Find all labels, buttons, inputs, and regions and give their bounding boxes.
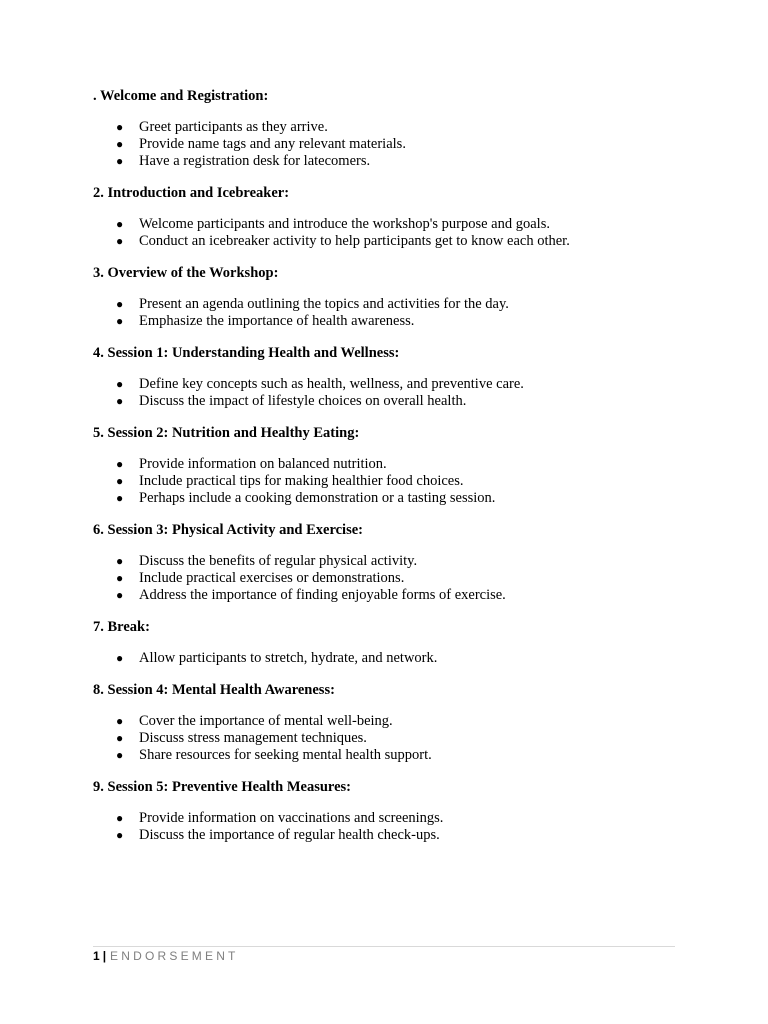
bullet-dot-icon: ●: [116, 377, 124, 391]
bullet-dot-icon: ●: [116, 588, 124, 602]
bullet-dot-icon: ●: [116, 828, 124, 842]
list-item-text: Allow participants to stretch, hydrate, and network.: [139, 650, 438, 666]
list-item: [93, 570, 693, 587]
bullet-dot-icon: ●: [116, 731, 124, 745]
list-item-text: Emphasize the importance of health awareness.: [139, 313, 415, 329]
list-item-text: Conduct an icebreaker activity to help participants get to know each other.: [139, 233, 570, 249]
list-item: [93, 587, 693, 604]
list-item-text: Present an agenda outlining the topics and activities for the day.: [139, 296, 509, 312]
footer-separator: |: [102, 949, 107, 963]
list-item-text: Discuss the importance of regular health check-ups.: [139, 827, 440, 843]
list-item: [93, 216, 693, 233]
section-heading: 9. Session 5: Preventive Health Measures:: [93, 779, 352, 795]
list-item: [93, 810, 693, 827]
list-item-text: Define key concepts such as health, wellness, and preventive care.: [139, 376, 524, 392]
bullet-dot-icon: ●: [116, 120, 124, 134]
bullet-dot-icon: ●: [116, 651, 124, 665]
footer-page-number: 1: [93, 949, 100, 963]
section-heading: . Welcome and Registration:: [93, 88, 269, 104]
list-item-text: Welcome participants and introduce the workshop's purpose and goals.: [139, 216, 550, 232]
bullet-dot-icon: ●: [116, 297, 124, 311]
list-item: [93, 650, 693, 667]
bullet-list: [93, 713, 693, 764]
bullet-list: [93, 216, 693, 250]
list-item: [93, 153, 693, 170]
section-heading: 7. Break:: [93, 619, 150, 635]
list-item: [93, 119, 693, 136]
bullet-dot-icon: ●: [116, 314, 124, 328]
section-heading: 2. Introduction and Icebreaker:: [93, 185, 290, 201]
bullet-list: [93, 456, 693, 507]
bullet-dot-icon: ●: [116, 394, 124, 408]
list-item: [93, 730, 693, 747]
list-item: [93, 827, 693, 844]
list-item: [93, 313, 693, 330]
list-item-text: Perhaps include a cooking demonstration or a tasting session.: [139, 490, 496, 506]
list-item-text: Provide information on balanced nutrition.: [139, 456, 387, 472]
list-item-text: Include practical tips for making healthier food choices.: [139, 473, 464, 489]
list-item-text: Provide name tags and any relevant materials.: [139, 136, 406, 152]
section-heading: 3. Overview of the Workshop:: [93, 265, 279, 281]
bullet-dot-icon: ●: [116, 491, 124, 505]
bullet-dot-icon: ●: [116, 811, 124, 825]
bullet-dot-icon: ●: [116, 571, 124, 585]
list-item: [93, 473, 693, 490]
list-item: [93, 233, 693, 250]
bullet-dot-icon: ●: [116, 748, 124, 762]
bullet-dot-icon: ●: [116, 714, 124, 728]
list-item: [93, 456, 693, 473]
bullet-list: [93, 296, 693, 330]
bullet-list: [93, 553, 693, 604]
bullet-dot-icon: ●: [116, 217, 124, 231]
footer-label: ENDORSEMENT: [110, 949, 239, 963]
list-item-text: Address the importance of finding enjoyable forms of exercise.: [139, 587, 506, 603]
list-item-text: Discuss stress management techniques.: [139, 730, 367, 746]
list-item: [93, 136, 693, 153]
bullet-list: [93, 650, 693, 667]
bullet-dot-icon: ●: [116, 554, 124, 568]
section-heading: 8. Session 4: Mental Health Awareness:: [93, 682, 335, 698]
list-item-text: Cover the importance of mental well-being.: [139, 713, 393, 729]
bullet-dot-icon: ●: [116, 234, 124, 248]
list-item: [93, 376, 693, 393]
bullet-dot-icon: ●: [116, 154, 124, 168]
list-item: [93, 296, 693, 313]
list-item: [93, 393, 693, 410]
document-body: [93, 86, 693, 857]
list-item-text: Greet participants as they arrive.: [139, 119, 328, 135]
footer-divider: [93, 946, 675, 947]
section-heading: 4. Session 1: Understanding Health and Wellness:: [93, 345, 400, 361]
bullet-list: [93, 810, 693, 844]
list-item-text: Share resources for seeking mental health support.: [139, 747, 432, 763]
page-footer: [93, 949, 239, 963]
list-item: [93, 490, 693, 507]
list-item: [93, 747, 693, 764]
bullet-dot-icon: ●: [116, 137, 124, 151]
bullet-dot-icon: ●: [116, 474, 124, 488]
list-item-text: Have a registration desk for latecomers.: [139, 153, 371, 169]
list-item-text: Discuss the benefits of regular physical activity.: [139, 553, 418, 569]
bullet-list: [93, 376, 693, 410]
list-item: [93, 713, 693, 730]
list-item-text: Discuss the impact of lifestyle choices on overall health.: [139, 393, 467, 409]
list-item-text: Provide information on vaccinations and screenings.: [139, 810, 444, 826]
list-item: [93, 553, 693, 570]
bullet-dot-icon: ●: [116, 457, 124, 471]
section-heading: 6. Session 3: Physical Activity and Exercise:: [93, 522, 363, 538]
list-item-text: Include practical exercises or demonstrations.: [139, 570, 405, 586]
bullet-list: [93, 119, 693, 170]
section-heading: 5. Session 2: Nutrition and Healthy Eating:: [93, 425, 360, 441]
